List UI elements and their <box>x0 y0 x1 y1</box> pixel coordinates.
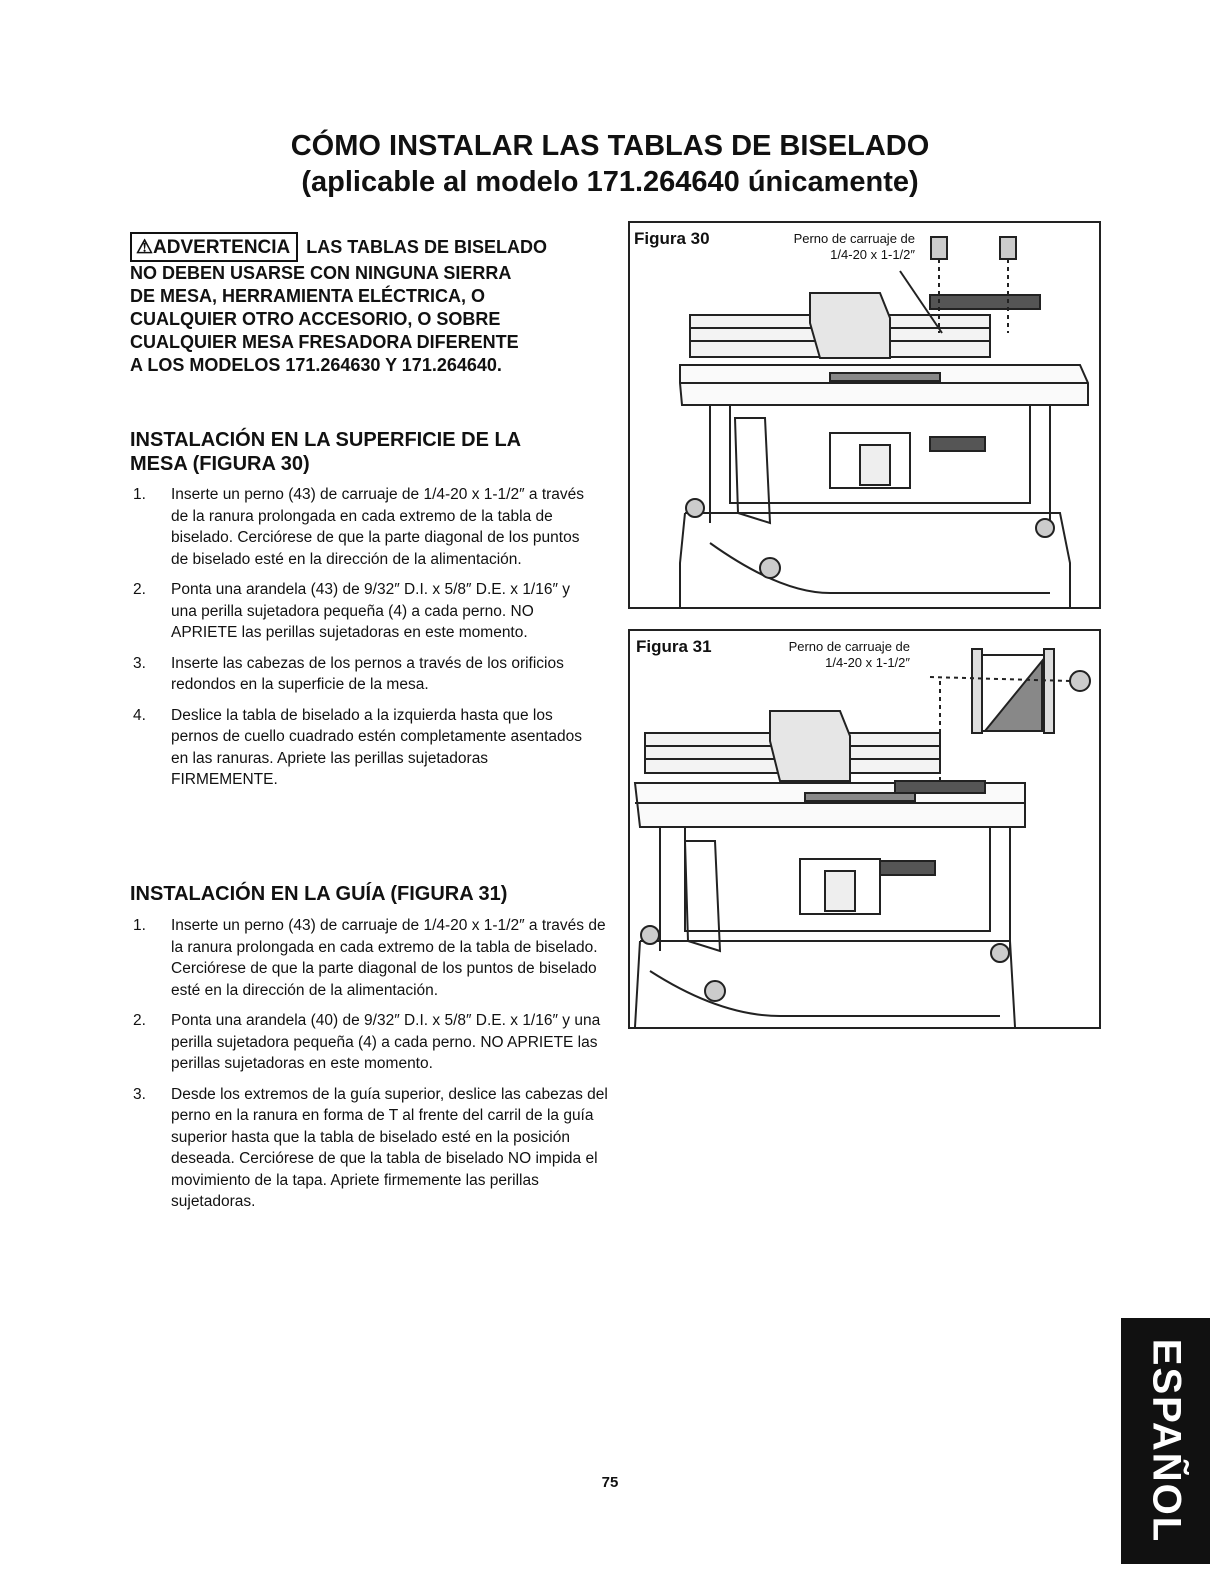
section2-steps <box>133 915 608 1222</box>
warning-line: A LOS MODELOS 171.264630 Y 171.264640. <box>130 355 502 375</box>
section2-heading: INSTALACIÓN EN LA GUÍA (FIGURA 31) <box>130 883 508 905</box>
warning-badge-label: ADVERTENCIA <box>153 237 291 258</box>
warning-block <box>130 232 610 377</box>
list-item: 4. Deslice la tabla de biselado a la izquierda hasta que los pernos de cuello cuadrado estén completamente asentados en las ranuras. Apriete las perillas sujetadoras FIRMEMENTE. <box>133 706 583 788</box>
section1-heading: INSTALACIÓN EN LA SUPERFICIE DE LA MESA (FIGURA 30) <box>130 429 521 475</box>
figure-30-label: Figura 30 <box>634 229 710 248</box>
router-table-fence-illustration <box>630 631 1099 1027</box>
router-table-illustration <box>630 223 1099 607</box>
section1-steps <box>133 484 593 800</box>
title-line-1: CÓMO INSTALAR LAS TABLAS DE BISELADO <box>290 130 930 162</box>
page-number: 75 <box>601 1474 619 1491</box>
list-item: 1. Inserte un perno (43) de carruaje de 1/4-20 x 1-1/2″ a través de la ranura prolongada en cada extremo de la tabla de biselado. Cerciórese de que la parte diagonal de los puntos de biselado esté en la dirección de la alimentación. <box>133 917 606 999</box>
list-item: 2. Ponta una arandela (40) de 9/32″ D.I. x 5/8″ D.E. x 1/16″ y una perilla sujetadora pequeña (4) a cada perno. NO APRIETE las perillas sujetadoras en este momento. <box>133 1012 601 1072</box>
language-tab-label: ESPAÑOL <box>1144 1338 1188 1544</box>
warning-triangle-icon: ⚠ <box>136 237 154 258</box>
figure-31-caption: Perno de carruaje de 1/4-20 x 1-1/2″ <box>788 639 910 670</box>
list-item: 1. Inserte un perno (43) de carruaje de 1/4-20 x 1-1/2″ a través de la ranura prolongada en cada extremo de la tabla de biselado. Cerciórese de que la parte diagonal de los puntos de biselado esté en la dirección de la alimentación. <box>133 486 585 568</box>
list-item: 2. Ponta una arandela (43) de 9/32″ D.I. x 5/8″ D.E. x 1/16″ y una perilla sujetadora pequeña (4) a cada perno. NO APRIETE las perillas sujetadoras en este momento. <box>133 581 571 641</box>
warning-line: NO DEBEN USARSE CON NINGUNA SIERRA <box>130 263 512 283</box>
warning-line: DE MESA, HERRAMIENTA ELÉCTRICA, O <box>130 286 486 306</box>
list-item: 3. Inserte las cabezas de los pernos a través de los orificios redondos en la superficie de la mesa. <box>133 654 564 693</box>
warning-first-line: LAS TABLAS DE BISELADO <box>306 237 547 257</box>
language-tab <box>1121 1318 1210 1564</box>
figure-30 <box>628 221 1101 609</box>
figure-30-caption: Perno de carruaje de 1/4-20 x 1-1/2″ <box>793 231 915 262</box>
warning-line: CUALQUIER OTRO ACCESORIO, O SOBRE <box>130 309 501 329</box>
page-title <box>180 128 1040 200</box>
warning-line: CUALQUIER MESA FRESADORA DIFERENTE <box>130 332 519 352</box>
figure-31-label: Figura 31 <box>636 637 712 656</box>
warning-badge <box>130 232 298 262</box>
figure-31 <box>628 629 1101 1029</box>
list-item: 3. Desde los extremos de la guía superior, deslice las cabezas del perno en la ranura en forma de T al frente del carril de la guía superior hasta que la tabla de biselado esté en la posición deseada. Cerciórese de que la tabla de biselado NO impida el movimiento de la tapa. Apriete firmemente las perillas sujetadoras. <box>133 1085 608 1210</box>
title-line-2: (aplicable al modelo 171.264640 únicamente) <box>301 166 919 198</box>
